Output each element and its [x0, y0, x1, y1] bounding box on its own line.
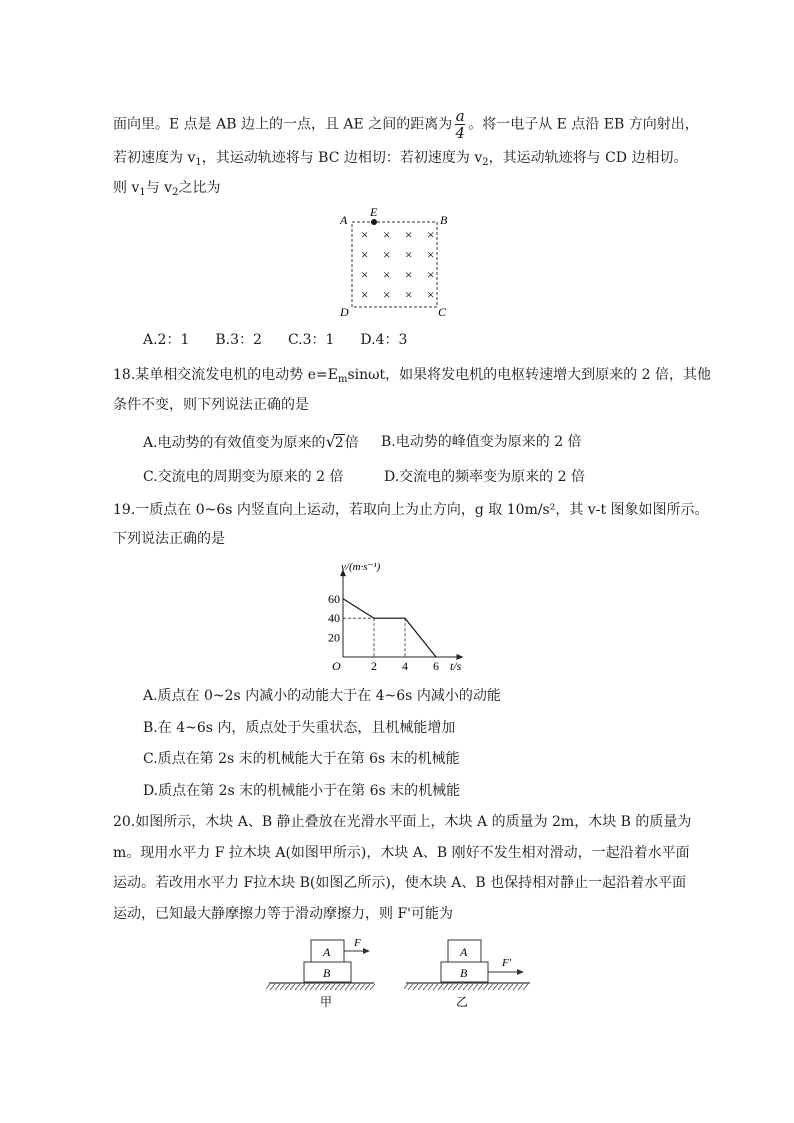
v1-subscript: 1 — [139, 187, 146, 198]
hatch-mark — [295, 984, 300, 990]
hatch-mark — [508, 984, 513, 990]
label-e: E — [370, 208, 378, 219]
hatch-mark — [285, 984, 290, 990]
hatch-mark — [350, 984, 355, 990]
hatch-mark — [300, 984, 305, 990]
q17-line-3c: 之比为 — [178, 180, 221, 196]
q19-option-b[interactable]: B.在 4~6s 内，质点处于失重状态，且机械能增加 — [143, 720, 456, 736]
q18-option-a-text: A.电动势的有效值变为原来的 — [143, 435, 326, 451]
q17-line-2 — [113, 148, 687, 173]
data-point — [342, 598, 343, 599]
q17-option-b[interactable]: B.3：2 — [215, 332, 262, 348]
hatch-mark — [320, 984, 325, 990]
hatch-mark — [418, 984, 423, 990]
q18-line-1a: 18.某单相交流发电机的电动势 e=E — [113, 367, 338, 383]
q19-option-a[interactable]: A.质点在 0~2s 内减小的动能大于在 4~6s 内减小的动能 — [143, 688, 501, 704]
hatch-mark — [463, 984, 468, 990]
hatch-mark — [498, 984, 503, 990]
hatch-mark — [458, 984, 463, 990]
q19-line-2: 下列说法正确的是 — [113, 531, 225, 547]
hatch-mark — [488, 984, 493, 990]
q18-line-2: 条件不变，则下列说法正确的是 — [113, 397, 309, 413]
field-cross-mark: × — [383, 247, 391, 262]
q17-line-1a: 面向里。E 点是 AB 边上的一点，且 AE 之间的距离为 — [113, 116, 453, 133]
fraction-denominator: 4 — [455, 124, 465, 142]
hatch-mark — [473, 984, 478, 990]
field-cross-mark: × — [383, 267, 391, 282]
field-cross-mark: × — [405, 227, 413, 242]
v1-subscript: 1 — [195, 157, 202, 168]
sqrt-radicand: 2 — [334, 435, 344, 451]
fraction-a-over-4 — [455, 108, 465, 141]
q19-option-c[interactable]: C.质点在第 2s 末的机械能大于在第 6s 末的机械能 — [143, 751, 460, 767]
hatch-mark — [413, 984, 418, 990]
data-point — [435, 656, 436, 657]
field-cross-mark: × — [383, 227, 391, 242]
hatch-mark — [523, 984, 528, 990]
vt-tick-labels — [328, 561, 462, 673]
vt-dashed-guides — [343, 618, 405, 657]
ground-hatch — [404, 984, 528, 990]
hatch-mark — [335, 984, 340, 990]
hatch-mark — [493, 984, 498, 990]
hatch-mark — [478, 984, 483, 990]
hatch-mark — [438, 984, 443, 990]
q18-option-c[interactable]: C.交流电的周期变为原来的 2 倍 — [143, 469, 344, 485]
hatch-mark — [325, 984, 330, 990]
ground-hatch — [266, 984, 375, 990]
force-label: F' — [502, 957, 512, 969]
hatch-mark — [443, 984, 448, 990]
label-c: C — [438, 305, 447, 319]
x-tick-label: 4 — [402, 659, 408, 673]
q18-option-a-suffix: 倍 — [344, 435, 359, 451]
hatch-mark — [305, 984, 310, 990]
y-tick-label: 40 — [328, 611, 340, 626]
x-axis-label: t/s — [450, 659, 462, 673]
data-point — [373, 618, 374, 619]
hatch-mark — [330, 984, 335, 990]
hatch-mark — [423, 984, 428, 990]
field-cross-mark: × — [405, 247, 413, 262]
v2-subscript: 2 — [482, 157, 489, 168]
q19-option-d[interactable]: D.质点在第 2s 末的机械能小于在第 6s 末的机械能 — [143, 783, 461, 799]
caption-jia: 甲 — [320, 995, 333, 1009]
sqrt-symbol: √ — [325, 432, 336, 451]
field-cross-mark: × — [383, 287, 391, 302]
hatch-mark — [355, 984, 360, 990]
block-b-label: B — [323, 966, 331, 980]
q18-option-b[interactable]: B.电动势的峰值变为原来的 2 倍 — [381, 434, 582, 450]
block-a-label: A — [460, 945, 468, 959]
hatch-mark — [518, 984, 523, 990]
point-e-dot — [371, 219, 377, 225]
q17-option-c[interactable]: C.3：1 — [287, 332, 335, 348]
q17-line-3b: 与 v — [145, 180, 173, 196]
q20-line-2: m。现用水平力 F 拉木块 A(如图甲所示)，木块 A、B 刚好不发生相对滑动，一起沿着水平面 — [113, 845, 690, 861]
hatch-mark — [453, 984, 458, 990]
hatch-mark — [503, 984, 508, 990]
caption-yi: 乙 — [456, 995, 469, 1009]
hatch-mark — [345, 984, 350, 990]
field-cross-mark: × — [427, 287, 435, 302]
x-tick-label: 6 — [433, 659, 439, 673]
hatch-mark — [280, 984, 285, 990]
hatch-mark — [290, 984, 295, 990]
y-tick-label: 60 — [328, 591, 340, 606]
q20-line-3: 运动。若改用水平力 F拉木块 B(如图乙所示)，使木块 A、B 也保持相对静止一起沿着水平面 — [113, 875, 687, 891]
vt-graph — [318, 560, 478, 675]
q18-line-1b: sinωt，如果将发电机的电枢转速增大到原来的 2 倍，其他 — [347, 367, 711, 383]
data-point — [404, 618, 405, 619]
label-d: D — [340, 305, 349, 319]
hatch-mark — [428, 984, 433, 990]
block-figure-jia — [266, 932, 381, 1010]
q17-line-2a: 若初速度为 v — [113, 150, 196, 166]
x-tick-label: 2 — [371, 659, 377, 673]
q18-option-d[interactable]: D.交流电的频率变为原来的 2 倍 — [384, 469, 585, 485]
hatch-mark — [448, 984, 453, 990]
field-cross-mark: × — [405, 287, 413, 302]
block-a-label: A — [323, 945, 331, 959]
fraction-numerator: a — [455, 107, 465, 125]
field-cross-mark: × — [361, 247, 369, 262]
hatch-mark — [270, 984, 275, 990]
q17-line-1b: 。将一电子从 E 点沿 EB 方向射出， — [468, 116, 699, 133]
q20-line-1: 20.如图所示，木块 A、B 静止叠放在光滑水平面上，木块 A 的质量为 2m，木块 B 的质量为 — [113, 814, 692, 830]
q20-line-4: 运动，已知最大静摩擦力等于滑动摩擦力，则 F'可能为 — [113, 906, 454, 922]
origin-label: O — [332, 659, 341, 673]
y-axis-label: v/(m·s⁻¹) — [341, 561, 381, 573]
y-tick-label: 20 — [328, 630, 340, 645]
q19-line-1: 19.一质点在 0~6s 内竖直向上运动，若取向上为止方向，g 取 10m/s²，其 v-t 图象如图所示。 — [113, 502, 709, 518]
label-b: B — [440, 213, 448, 227]
q17-line-3a: 则 v — [113, 180, 140, 196]
field-cross-mark: × — [361, 227, 369, 242]
hatch-mark — [310, 984, 315, 990]
hatch-mark — [483, 984, 488, 990]
v2-subscript: 2 — [172, 187, 179, 198]
hatch-mark — [404, 984, 408, 990]
hatch-mark — [433, 984, 438, 990]
force-arrowhead — [517, 969, 524, 975]
hatch-mark — [468, 984, 473, 990]
hatch-mark — [266, 984, 270, 990]
hatch-mark — [408, 984, 413, 990]
hatch-mark — [365, 984, 370, 990]
field-cross-marks — [361, 227, 434, 302]
q18-option-a[interactable] — [143, 432, 359, 453]
label-a: A — [340, 213, 348, 227]
force-label: F — [354, 937, 361, 949]
force-arrowhead — [363, 948, 370, 954]
q17-option-a[interactable]: A.2：1 — [143, 332, 190, 348]
vt-axes — [340, 569, 464, 660]
field-cross-mark: × — [361, 287, 369, 302]
magnetic-field-figure — [330, 208, 460, 320]
q17-options — [143, 330, 407, 350]
vt-series — [342, 598, 436, 657]
block-b-label: B — [460, 966, 468, 980]
q18-line-1 — [113, 365, 711, 390]
q17-line-3 — [113, 178, 220, 203]
q17-line-1 — [113, 108, 699, 141]
hatch-mark — [340, 984, 345, 990]
field-cross-mark: × — [427, 227, 435, 242]
field-cross-mark: × — [405, 267, 413, 282]
em-subscript: m — [337, 374, 348, 385]
velocity-series-line — [343, 599, 436, 657]
q17-line-2b: ，其运动轨迹将与 BC 边相切：若初速度为 v — [201, 150, 483, 166]
hatch-mark — [513, 984, 518, 990]
field-cross-mark: × — [361, 267, 369, 282]
hatch-mark — [275, 984, 280, 990]
field-cross-mark: × — [427, 247, 435, 262]
hatch-mark — [360, 984, 365, 990]
q17-line-2c: ，其运动轨迹将与 CD 边相切。 — [488, 150, 688, 166]
hatch-mark — [315, 984, 320, 990]
q17-option-d[interactable]: D.4：3 — [360, 332, 408, 348]
field-cross-mark: × — [427, 267, 435, 282]
hatch-mark — [370, 984, 375, 990]
block-figure-yi — [404, 932, 534, 1010]
